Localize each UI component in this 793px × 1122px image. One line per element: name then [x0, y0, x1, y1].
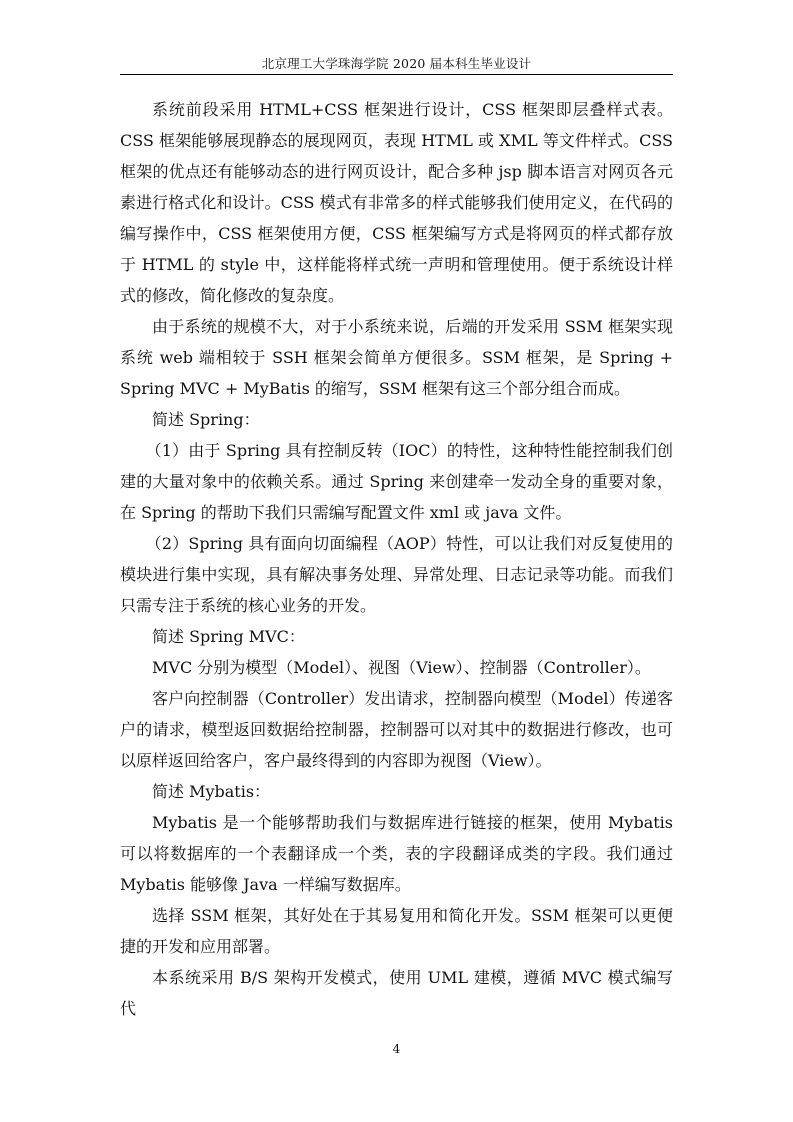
paragraph-bs-architecture: 本系统采用 B/S 架构开发模式，使用 UML 建模，遵循 MVC 模式编写代: [120, 968, 673, 1018]
body-text: [120, 94, 673, 1024]
paragraph-mybatis: Mybatis 是一个能够帮助我们与数据库进行链接的框架，使用 Mybatis 可以将数据库的一个表翻译成一个类，表的字段翻译成类的字段。我们通过 Mybatis 能够像 Java 一样编写数据库。: [120, 813, 673, 894]
paragraph-css-framework: 系统前段采用 HTML+CSS 框架进行设计，CSS 框架即层叠样式表。CSS 框架能够展现静态的展现网页，表现 HTML 或 XML 等文件样式。CSS 框架的优点还有能够动态的进行网页设计，配合多种 jsp 脚本语言对网页各元素进行格式化和设计。CSS 模式有非常多的样式能够我们使用定义，在代码的编写操作中，CSS 框架使用方便，CSS 框架编写方式是将网页的样式都存放于 HTML 的 style 中，这样能将样式统一声明和管理使用。便于系统设计样式的修改，简化修改的复杂度。: [120, 100, 673, 305]
paragraph-spring-aop: （2）Spring 具有面向切面编程（AOP）特性，可以让我们对反复使用的模块进行集中实现，具有解决事务处理、异常处理、日志记录等功能。而我们只需专注于系统的核心业务的开发。: [120, 534, 673, 615]
paragraph-spring-ioc: （1）由于 Spring 具有控制反转（IOC）的特性，这种特性能控制我们创建的大量对象中的依赖关系。通过 Spring 来创建牵一发动全身的重要对象，在 Spring 的帮助下我们只需编写配置文件 xml 或 java 文件。: [120, 441, 673, 522]
subheading-mybatis: 简述 Mybatis：: [152, 782, 271, 801]
subheading-spring: 简述 Spring：: [152, 410, 260, 429]
subheading-spring-mvc: 简述 Spring MVC：: [152, 627, 305, 646]
paragraph-mvc-parts: MVC 分别为模型（Model）、视图（View）、控制器（Controller）。: [152, 658, 651, 677]
paragraph-mvc-flow: 客户向控制器（Controller）发出请求，控制器向模型（Model）传递客户的请求，模型返回数据给控制器，控制器可以对其中的数据进行修改，也可以原样返回给客户，客户最终得到的内容即为视图（View）。: [120, 689, 673, 770]
page-number: 4: [392, 1042, 401, 1056]
paragraph-ssm-benefits: 选择 SSM 框架，其好处在于其易复用和简化开发。SSM 框架可以更便捷的开发和应用部署。: [120, 906, 673, 956]
header-divider: [120, 74, 673, 75]
paragraph-ssm-intro: 由于系统的规模不大，对于小系统来说，后端的开发采用 SSM 框架实现系统 web 端相较于 SSH 框架会简单方便很多。SSM 框架，是 Spring + Spring MVC + MyBatis 的缩写，SSM 框架有这三个部分组合而成。: [120, 317, 673, 398]
running-header: 北京理工大学珠海学院 2020 届本科生毕业设计: [261, 56, 532, 71]
